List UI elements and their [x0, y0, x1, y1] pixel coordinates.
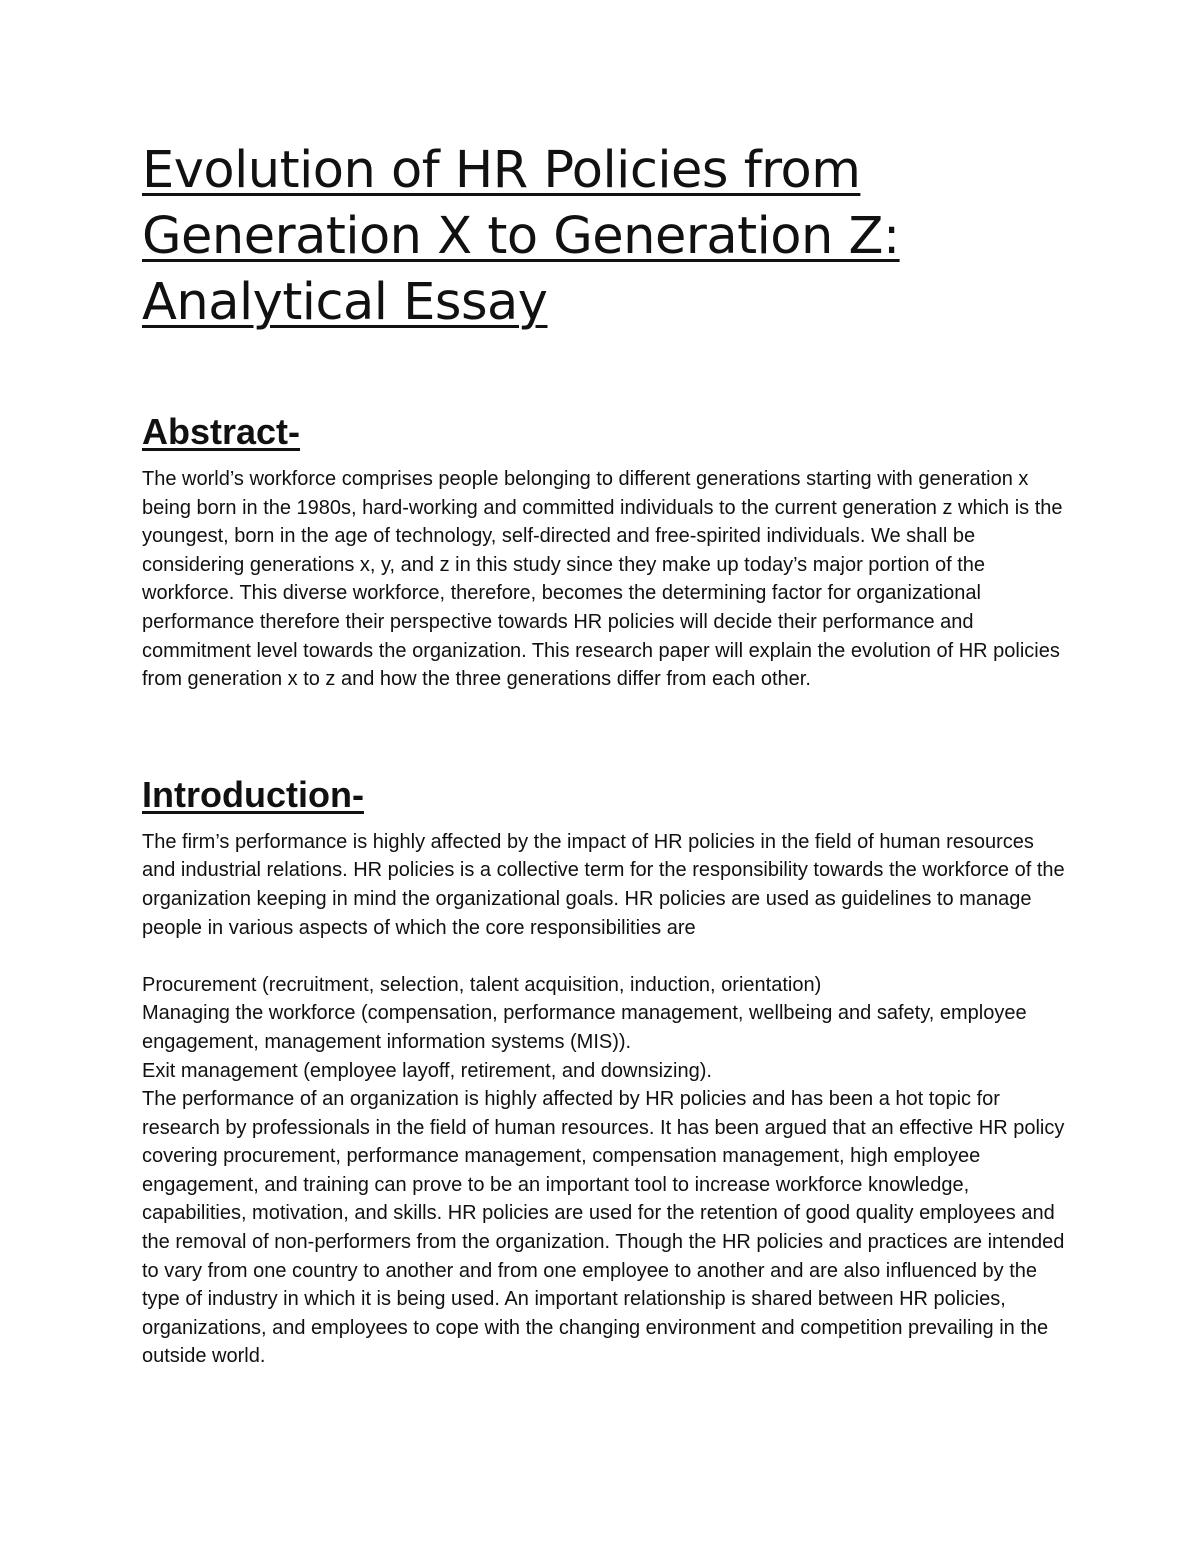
list-item: Managing the workforce (compensation, performance management, wellbeing and safety, employee engagement, management information systems (MIS)).: [142, 1002, 1027, 1053]
introduction-heading: Introduction-: [142, 773, 364, 815]
introduction-paragraph: The firm’s performance is highly affected by the impact of HR policies in the field of human resources and industrial relations. HR policies is a collective term for the responsibility towards the workforce of the organization keeping in mind the organizational goals. HR policies are used as guidelines to manage people in various aspects of which the core responsibilities are: [142, 830, 1065, 939]
abstract-heading: Abstract-: [142, 411, 301, 452]
abstract-paragraph: The world’s workforce comprises people belonging to different generations starting with generation x being born in the 1980s, hard-working and committed individuals to the current generation z which is the youngest, born in the age of technology, self-directed and free-spirited individuals. We shall be considering generations x, y, and z in this study since they make up today’s major portion of the workforce. This diverse workforce, therefore, becomes the determining factor for organizational performance therefore their perspective towards HR policies will decide their performance and commitment level towards the organization. This research paper will explain the evolution of HR policies from generation x to z and how the three generations differ from each other.: [142, 468, 1063, 691]
document-title: Evolution of HR Policies from Generation X to Generation Z: Analytical Essay: [142, 141, 900, 332]
list-item: Exit management (employee layoff, retirement, and downsizing).: [142, 1059, 712, 1082]
list-item: Procurement (recruitment, selection, talent acquisition, induction, orientation): [142, 973, 822, 996]
document-page: [142, 138, 1072, 1371]
introduction-closing-paragraph: The performance of an organization is highly affected by HR policies and has been a hot topic for research by professionals in the field of human resources. It has been argued that an effective HR policy covering procurement, performance management, compensation management, high employee engagement, and training can prove to be an important tool to increase workforce knowledge, capabilities, motivation, and skills. HR policies are used for the retention of good quality employees and the removal of non-performers from the organization. Though the HR policies and practices are intended to vary from one country to another and from one employee to another and are also influenced by the type of industry in which it is being used. An important relationship is shared between HR policies, organizations, and employees to cope with the changing environment and competition prevailing in the outside world.: [142, 1088, 1065, 1368]
responsibilities-list: [142, 971, 1072, 1085]
